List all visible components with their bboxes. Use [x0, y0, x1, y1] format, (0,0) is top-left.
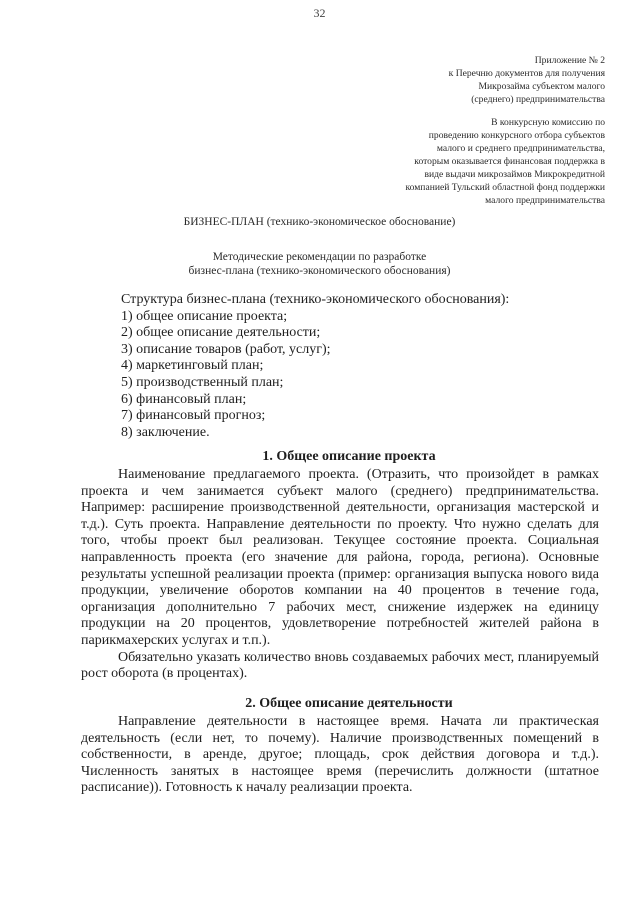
paragraph: Направление деятельности в настоящее время. Начата ли практическая деятельность (если нет, то почему). Наличие производственных помещений в собственности, в аренде, другое; площадь, срок действия договора и т.д.). Численность занятых в настоящее время (перечислить должности (штатное расписание)). Готовность к началу реализации проекта.	[81, 714, 599, 796]
list-item: 1) общее описание проекта;	[121, 308, 288, 324]
section-activity-description	[81, 695, 599, 797]
addressee-line: виде выдачи микрозаймов Микрокредитной	[424, 169, 605, 180]
appendix-line: Микрозайма субъектом малого	[478, 81, 605, 92]
paragraph: Наименование предлагаемого проекта. (Отразить, что произойдет в рамках проекта и чем занимается субъект малого (среднего) предпринимательства. Например: расширение производственной деятельности, организация мастерской и т.д.). Суть проекта. Направление деятельности по проекту. Что нужно сделать для того, чтобы проект был реализован. Текущее состояние проекта. Социальная направленность проекта (его значение для района, города, региона). Основные результаты успешной реализации проекта (пример: организация выпуска нового вида продукции, увеличение оборотов компании на 40 процентов в течение года, организация дополнительно 7 рабочих мест, снижение издержек на единицу продукции на 20 процентов, удовлетворение потребностей жителей района в парикмахерских услугах и т.п.).	[81, 467, 599, 648]
addressee-line: малого предпринимательства	[485, 195, 605, 206]
appendix-line: к Перечню документов для получения	[448, 68, 605, 79]
addressee-line: компанией Тульский областной фонд поддержки	[405, 182, 605, 193]
subtitle-line: бизнес-плана (технико-экономического обоснования)	[188, 265, 451, 277]
list-item: 7) финансовый прогноз;	[121, 408, 266, 424]
document-title: БИЗНЕС-ПЛАН (технико-экономическое обоснование)	[183, 216, 456, 228]
addressee-line: которым оказывается финансовая поддержка в	[414, 156, 605, 167]
list-item: 3) описание товаров (работ, услуг);	[121, 341, 331, 357]
appendix-line: Приложение № 2	[534, 55, 605, 66]
section-heading: 2. Общее описание деятельности	[245, 696, 453, 711]
appendix-line: (среднего) предпринимательства	[471, 94, 605, 105]
structure-heading: Структура бизнес-плана (технико-экономического обоснования):	[121, 292, 510, 307]
addressee-block	[405, 116, 605, 207]
addressee-line: проведению конкурсного отбора субъектов	[428, 130, 605, 141]
list-item: 4) маркетинговый план;	[121, 358, 264, 374]
appendix-note	[449, 54, 605, 106]
addressee-line: В конкурсную комиссию по	[491, 117, 605, 128]
structure-list	[121, 292, 509, 441]
paragraph: Обязательно указать количество вновь создаваемых рабочих мест, планируемый рост оборота (в процентах).	[81, 649, 599, 682]
section-project-description	[81, 448, 599, 683]
list-item: 2) общее описание деятельности;	[121, 325, 321, 341]
addressee-line: малого и среднего предпринимательства,	[436, 143, 605, 154]
document-subtitle	[0, 250, 639, 278]
page-number: 32	[313, 6, 326, 20]
list-item: 6) финансовый план;	[121, 391, 247, 407]
list-item: 5) производственный план;	[121, 374, 284, 390]
subtitle-line: Методические рекомендации по разработке	[212, 251, 427, 263]
section-heading: 1. Общее описание проекта	[262, 449, 436, 464]
list-item: 8) заключение.	[121, 424, 210, 440]
